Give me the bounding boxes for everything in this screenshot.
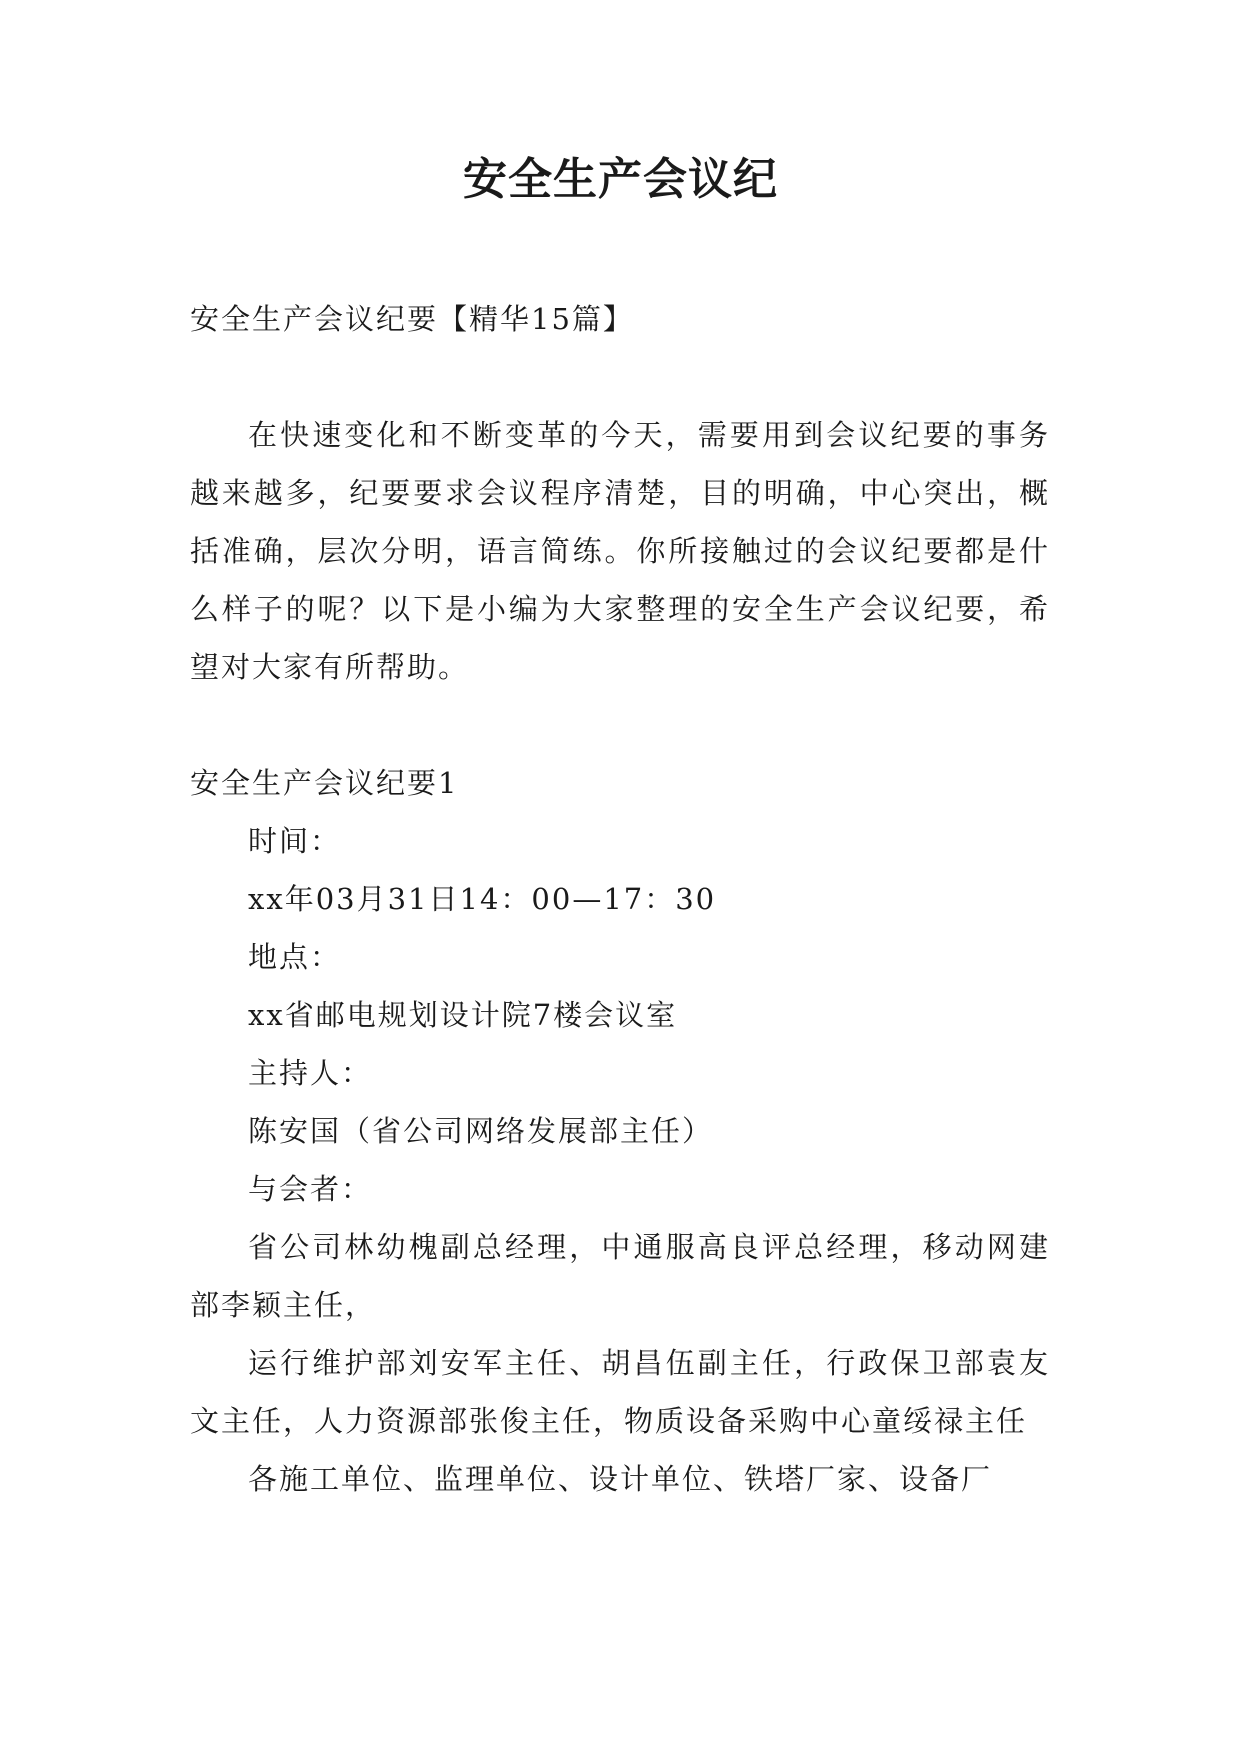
host-label: 主持人：	[248, 1056, 373, 1090]
place-value: xx省邮电规划设计院7楼会议室	[248, 998, 678, 1032]
time-label: 时间：	[248, 824, 342, 858]
document-body	[190, 290, 1050, 1508]
document-title: 安全生产会议纪	[463, 154, 778, 205]
section-heading: 安全生产会议纪要1	[190, 766, 459, 800]
attendees-label: 与会者：	[248, 1172, 373, 1206]
time-value: xx年03月31日14：00—17：30	[248, 882, 717, 916]
place-label: 地点：	[248, 940, 342, 974]
intro-paragraph: 在快速变化和不断变革的今天，需要用到会议纪要的事务越来越多，纪要要求会议程序清楚，目的明确，中心突出，概括准确，层次分明，语言简练。你所接触过的会议纪要都是什么样子的呢？以下是小编为大家整理的安全生产会议纪要，希望对大家有所帮助。	[190, 418, 1050, 684]
attendees-paragraph-2: 运行维护部刘安军主任、胡昌伍副主任，行政保卫部袁友文主任，人力资源部张俊主任，物质设备采购中心童绥禄主任	[190, 1346, 1050, 1438]
document-subtitle: 安全生产会议纪要【精华15篇】	[190, 302, 634, 336]
host-value: 陈安国（省公司网络发展部主任）	[248, 1114, 714, 1148]
attendees-paragraph-1: 省公司林幼槐副总经理，中通服高良评总经理，移动网建部李颖主任，	[190, 1230, 1050, 1322]
attendees-paragraph-3: 各施工单位、监理单位、设计单位、铁塔厂家、设备厂	[248, 1462, 993, 1496]
